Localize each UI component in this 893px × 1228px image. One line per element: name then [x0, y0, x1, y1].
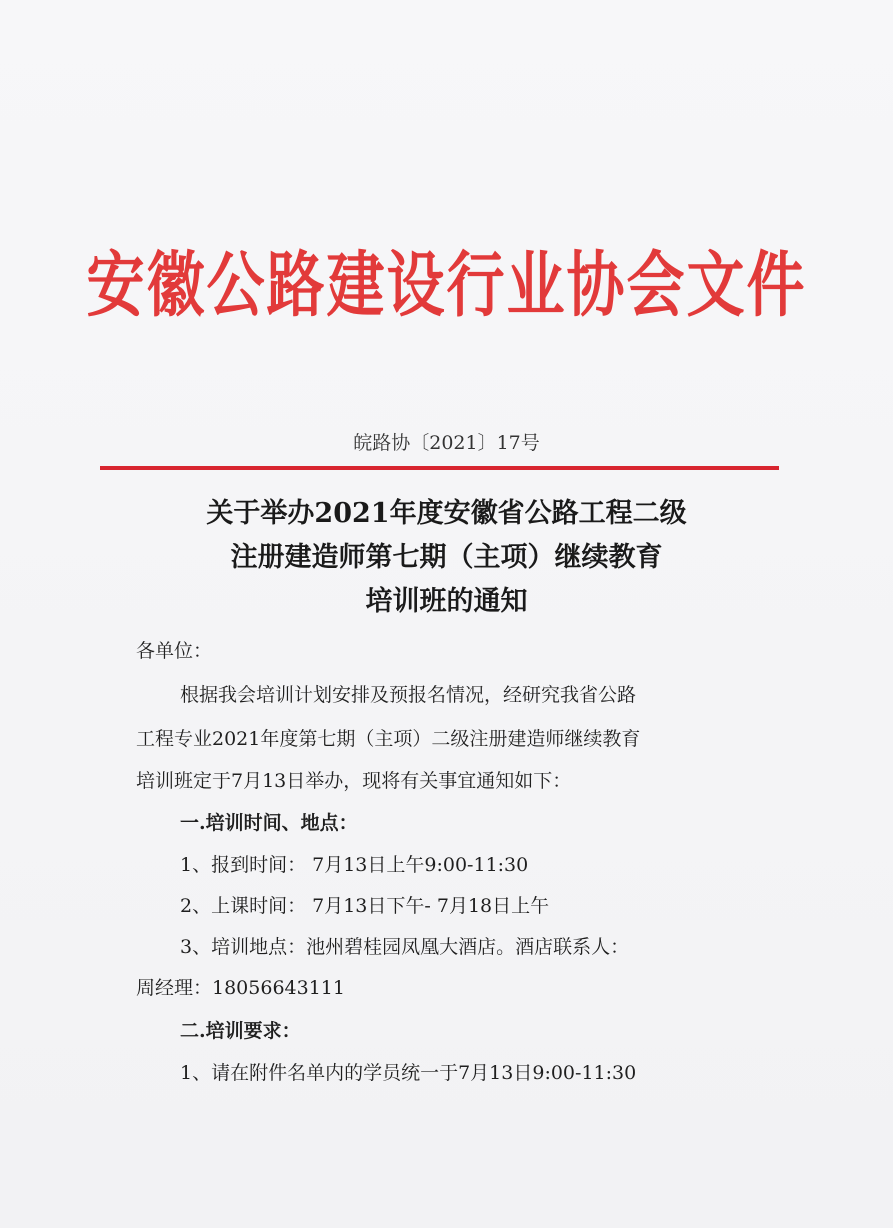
document-number: 皖路协〔2021〕17号	[353, 432, 540, 454]
intro-line-2: 工程专业2021年度第七期（主项）二级注册建造师继续教育	[136, 728, 641, 750]
letterhead-title: 安徽公路建设行业协会文件	[86, 243, 807, 327]
salutation: 各单位：	[136, 640, 213, 662]
title-line-2: 注册建造师第七期（主项）继续教育	[230, 542, 663, 573]
section1-heading: 一.培训时间、地点：	[180, 812, 358, 834]
title-line-3: 培训班的通知	[365, 586, 528, 617]
red-divider-line	[100, 466, 779, 470]
section1-item-3: 3、培训地点：池州碧桂园凤凰大酒店。酒店联系人：	[180, 936, 630, 958]
section2-heading: 二.培训要求：	[180, 1020, 301, 1042]
section1-item-2: 2、上课时间： 7月13日下午- 7月18日上午	[180, 895, 550, 917]
intro-line-3: 培训班定于7月13日举办，现将有关事宜通知如下：	[136, 770, 572, 792]
intro-line-1: 根据我会培训计划安排及预报名情况，经研究我省公路	[180, 684, 637, 706]
title-line-1: 关于举办2021年度安徽省公路工程二级	[206, 498, 687, 529]
hotel-contact: 周经理：18056643111	[136, 977, 345, 999]
section1-item-1: 1、报到时间： 7月13日上午9:00-11:30	[180, 854, 529, 876]
section2-item-1: 1、请在附件名单内的学员统一于7月13日9:00-11:30	[180, 1062, 637, 1084]
notice-title	[0, 492, 893, 624]
